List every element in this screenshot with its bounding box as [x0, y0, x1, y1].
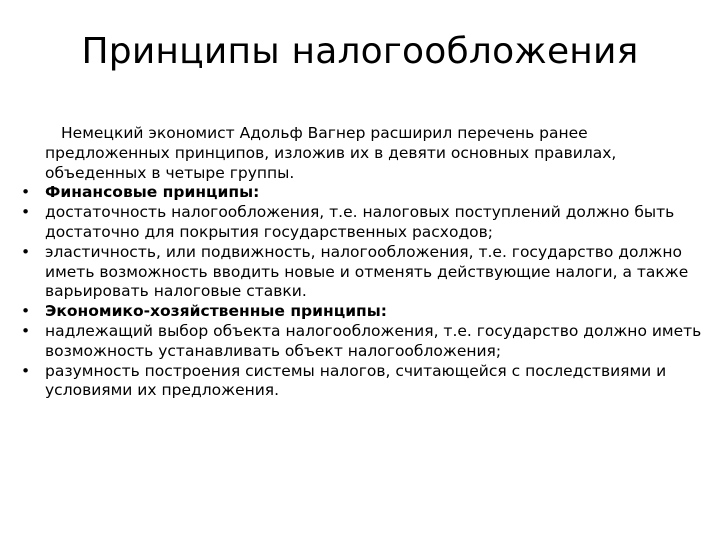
bullet-item [20, 203, 710, 243]
bullet-icon: • [21, 203, 31, 222]
bullet-text: Экономико-хозяйственные принципы: [45, 302, 387, 321]
bullet-text: эластичность, или подвижность, налогообложения, т.е. государство должно иметь возможность вводить новые и отменять действующие налоги, а также варьировать налоговые ставки. [45, 242, 689, 301]
bullet-item [20, 243, 710, 302]
bullet-icon: • [21, 242, 31, 261]
bullet-text: надлежащий выбор объекта налогообложения, т.е. государство должно иметь возможность устанавливать объект налогообложения; [45, 321, 702, 360]
bullet-icon: • [21, 361, 31, 380]
slide-body [20, 124, 710, 401]
bullet-icon: • [21, 321, 31, 340]
bullet-item [20, 362, 710, 402]
bullet-list [20, 183, 710, 401]
bullet-text: Финансовые принципы: [45, 183, 260, 202]
bullet-item [20, 302, 710, 322]
bullet-text: разумность построения системы налогов, считающейся с последствиями и условиями их предложения. [45, 361, 667, 400]
bullet-item [20, 322, 710, 362]
slide-title: Принципы налогообложения [81, 31, 639, 72]
intro-paragraph: Немецкий экономист Адольф Вагнер расширил перечень ранее предложенных принципов, изложив их в девяти основных правилах, объеденных в четыре группы. [45, 124, 617, 182]
bullet-item [20, 183, 710, 203]
bullet-text: достаточность налогообложения, т.е. налоговых поступлений должно быть достаточно для покрытия государственных расходов; [45, 203, 675, 241]
bullet-icon: • [21, 183, 31, 202]
bullet-icon: • [21, 302, 31, 321]
